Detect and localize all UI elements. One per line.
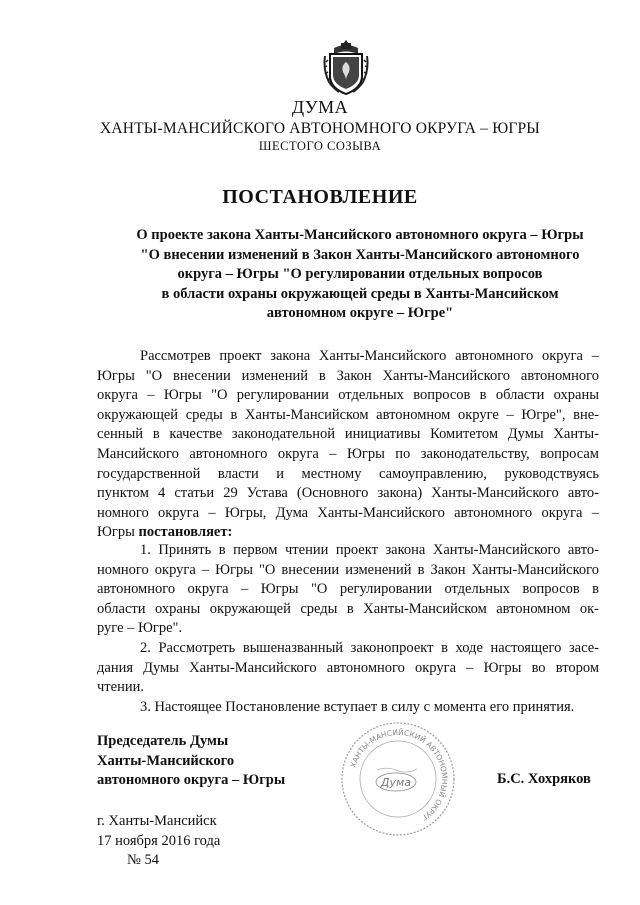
- decree-item-1-line: области охраны окружающей среды в Ханты-Мансийском автономном ок-: [97, 600, 599, 617]
- subject-line: округа – Югры "О регулировании отдельных вопросов: [177, 266, 543, 282]
- decree-item-1-line: 1. Принять в первом чтении проект закона Ханты-Мансийского авто-: [140, 542, 599, 558]
- signatory-title-line: Ханты-Мансийского: [97, 752, 235, 769]
- considering-paragraph: [97, 347, 599, 543]
- paragraph-line: Мансийского автономного округа – Югры по законодательству, вопросам: [97, 445, 599, 462]
- decree-item-3-line: 3. Настоящее Постановление вступает в силу с момента его принятия.: [140, 698, 575, 715]
- seal-ring-text: ХАНТЫ-МАНСИЙСКИЙ АВТОНОМНЫЙ ОКРУГ: [348, 727, 450, 823]
- decree-item-2-line: 2. Рассмотреть вышеназванный законопроект в ходе настоящего засе-: [140, 639, 599, 656]
- signatory-title-line: автономного округа – Югры: [97, 772, 286, 788]
- official-seal: [337, 720, 459, 838]
- subject-line: "О внесении изменений в Закон Ханты-Мансийского автономного: [140, 246, 580, 263]
- signatory-title: [97, 732, 285, 791]
- date: 17 ноября 2016 года: [97, 832, 221, 849]
- signatory-name: Б.С. Хохряков: [497, 771, 591, 787]
- paragraph-line: сенный в качестве законодательной инициативы Комитетом Думы Ханты-: [97, 426, 599, 443]
- decree-item-1-line: руге – Югре".: [97, 620, 183, 637]
- paragraph-line: окружающей среды в Ханты-Мансийском автономном округе – Югре", вне-: [97, 406, 599, 423]
- decree-item-1-line: номного округа – Югры "О внесении изменений в Закон Ханты-Мансийского: [97, 561, 599, 578]
- org-name: ДУМА: [291, 97, 349, 117]
- decree-item-2-line: дания Думы Ханты-Мансийского автономного округа – Югры во втором: [97, 659, 599, 676]
- resolves-keyword: постановляет:: [138, 524, 233, 541]
- region-name: ХАНТЫ-МАНСИЙСКОГО АВТОНОМНОГО ОКРУГА – ЮГРЫ: [99, 120, 541, 137]
- paragraph-line: Рассмотрев проект закона Ханты-Мансийского автономного округа –: [140, 348, 599, 364]
- decree-item-2-line: чтении.: [97, 679, 144, 696]
- paragraph-line: округа – Югры "О регулировании отдельных вопросов в области охраны: [97, 387, 599, 404]
- place-date-number: [97, 812, 220, 871]
- decree-items: [97, 541, 599, 717]
- subject-heading: [100, 226, 620, 324]
- paragraph-line: пунктом 4 статьи 29 Устава (Основного закона) Ханты-Мансийского авто-: [97, 485, 599, 502]
- subject-line: автономном округе – Югре": [266, 305, 454, 321]
- convocation: ШЕСТОГО СОЗЫВА: [258, 139, 382, 153]
- document-number: № 54: [127, 852, 159, 868]
- decree-item-1-line: автономного округа – Югры "О регулировании отдельных вопросов в: [97, 581, 599, 598]
- paragraph-line: Югры "О внесении изменений в Закон Ханты-Мансийского автономного: [97, 367, 599, 384]
- coat-of-arms-icon: [322, 38, 370, 96]
- subject-line: в области охраны окружающей среды в Ханты-Мансийском: [161, 285, 559, 302]
- seal-center-text: Дума: [380, 776, 412, 789]
- city: г. Ханты-Мансийск: [97, 813, 217, 829]
- paragraph-line: [97, 523, 599, 543]
- document-type-title: ПОСТАНОВЛЕНИЕ: [222, 186, 418, 208]
- paragraph-line: номного округа – Югры, Дума Ханты-Мансийского автономного округа –: [97, 504, 599, 521]
- paragraph-line: государственной власти и местному самоуправлению, руководствуясь: [97, 465, 599, 482]
- last-line-text: Югры: [97, 524, 139, 541]
- signatory-title-line: Председатель Думы: [97, 733, 229, 749]
- subject-line: О проекте закона Ханты-Мансийского автономного округа – Югры: [136, 227, 584, 243]
